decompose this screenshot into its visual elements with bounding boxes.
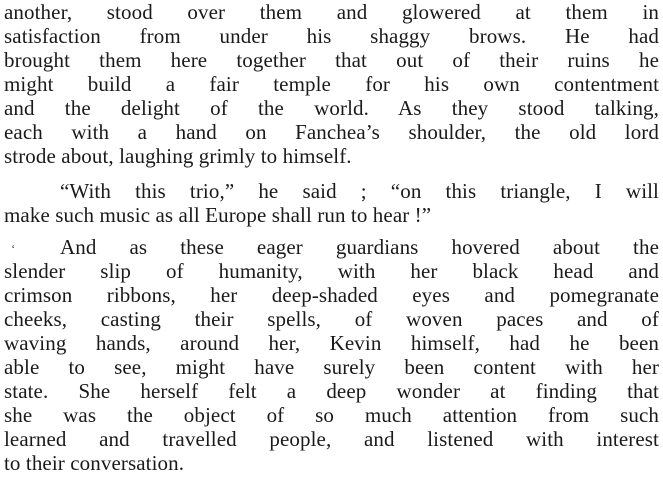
text-line-13: cheeks, casting their spells, of woven paces and of (4, 307, 659, 331)
text-line-4: might build a fair temple for his own contentment (4, 72, 659, 96)
text-line-17: she was the object of so much attention from such (4, 403, 659, 427)
text-line-7: strode about, laughing grimly to himself. (4, 144, 352, 168)
text-line-9: make such music as all Europe shall run to hear !” (4, 203, 432, 227)
text-line-6: each with a hand on Fanchea’s shoulder, the old lord (4, 120, 659, 144)
stray-ink-mark: ‘ (11, 241, 16, 256)
text-line-11: slender slip of humanity, with her black head and (4, 259, 659, 283)
text-line-2: satisfaction from under his shaggy brows. He had (4, 24, 659, 48)
text-line-8: “With this trio,” he said ; “on this triangle, I will (60, 179, 659, 203)
text-line-16: state. She herself felt a deep wonder at finding that (4, 379, 659, 403)
text-line-15: able to see, might have surely been content with her (4, 355, 659, 379)
text-line-14: waving hands, around her, Kevin himself, had he been (4, 331, 659, 355)
text-line-3: brought them here together that out of their ruins he (4, 48, 659, 72)
text-line-18: learned and travelled people, and listened with interest (4, 427, 659, 451)
text-line-19: to their conversation. (4, 451, 185, 475)
text-line-1: another, stood over them and glowered at them in (4, 0, 659, 24)
text-line-5: and the delight of the world. As they stood talking, (4, 96, 659, 120)
text-line-12: crimson ribbons, her deep-shaded eyes and pomegranate (4, 283, 659, 307)
text-line-10: And as these eager guardians hovered about the (60, 235, 659, 259)
